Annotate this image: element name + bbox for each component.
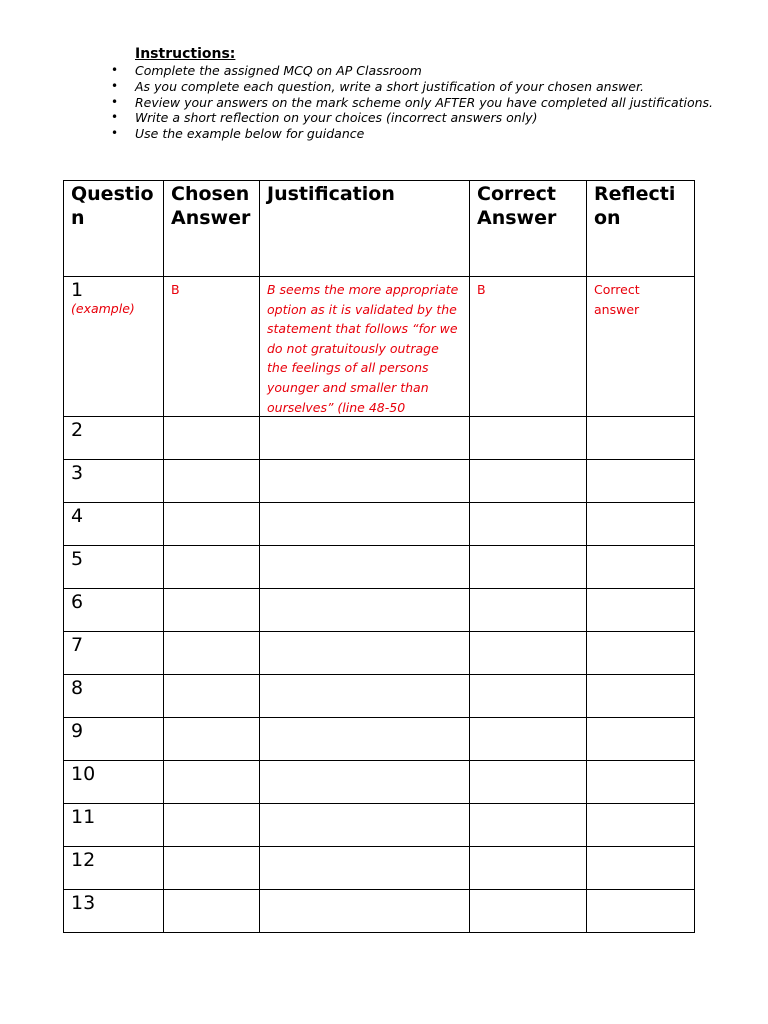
correct-answer-cell[interactable] xyxy=(470,847,587,890)
chosen-answer-cell[interactable] xyxy=(164,632,260,675)
question-number: 6 xyxy=(71,591,84,614)
correct-answer-cell[interactable] xyxy=(470,804,587,847)
question-number: 13 xyxy=(71,892,96,915)
question-number: 3 xyxy=(71,462,84,485)
table-row xyxy=(64,632,695,675)
justification-cell[interactable] xyxy=(260,675,470,718)
table-row xyxy=(64,761,695,804)
justification-cell[interactable] xyxy=(260,589,470,632)
question-cell xyxy=(64,546,164,589)
question-cell xyxy=(64,417,164,460)
chosen-answer-cell[interactable] xyxy=(164,675,260,718)
table-row xyxy=(64,675,695,718)
reflection-cell[interactable] xyxy=(587,546,695,589)
reflection-cell[interactable] xyxy=(587,675,695,718)
example-question-cell xyxy=(64,277,164,417)
table-row xyxy=(64,589,695,632)
chosen-answer-cell[interactable] xyxy=(164,718,260,761)
bullet-icon: • xyxy=(111,63,119,77)
question-cell xyxy=(64,804,164,847)
header-reflection: Reflection xyxy=(587,181,695,277)
instruction-item xyxy=(111,78,735,95)
correct-answer-cell[interactable] xyxy=(470,718,587,761)
instructions-heading: Instructions: xyxy=(135,46,236,62)
instruction-text: Complete the assigned MCQ on AP Classroom xyxy=(135,63,422,78)
table-header-row xyxy=(64,181,695,277)
table-row xyxy=(64,460,695,503)
instruction-text: As you complete each question, write a short justification of your chosen answer. xyxy=(135,78,644,94)
justification-cell[interactable] xyxy=(260,417,470,460)
justification-cell[interactable] xyxy=(260,503,470,546)
reflection-cell[interactable] xyxy=(587,503,695,546)
question-number: 4 xyxy=(71,505,84,528)
justification-cell[interactable] xyxy=(260,460,470,503)
table-row xyxy=(64,718,695,761)
question-number: 7 xyxy=(71,634,84,657)
instruction-text: Write a short reflection on your choices (incorrect answers only) xyxy=(135,110,538,126)
correct-answer-cell[interactable] xyxy=(470,890,587,933)
chosen-answer-cell[interactable] xyxy=(164,761,260,804)
bullet-icon: • xyxy=(111,110,119,125)
justification-cell[interactable] xyxy=(260,632,470,675)
question-cell xyxy=(64,675,164,718)
correct-answer-cell[interactable] xyxy=(470,632,587,675)
reflection-cell[interactable] xyxy=(587,761,695,804)
instruction-item xyxy=(111,126,735,142)
justification-cell[interactable] xyxy=(260,804,470,847)
justification-cell[interactable] xyxy=(260,718,470,761)
justification-cell[interactable] xyxy=(260,847,470,890)
chosen-answer-cell[interactable] xyxy=(164,890,260,933)
table-row xyxy=(64,546,695,589)
reflection-cell[interactable] xyxy=(587,589,695,632)
correct-answer-cell[interactable] xyxy=(470,589,587,632)
table-row xyxy=(64,804,695,847)
chosen-answer-cell[interactable] xyxy=(164,847,260,890)
justification-text: B seems the more appropriate option as it is validated by the statement that follows “for we do not gratuitously outrage the feelings of all persons younger and smaller than ourselves” (line 48-50 xyxy=(267,282,459,415)
example-justification-cell[interactable] xyxy=(260,277,470,417)
question-number: 11 xyxy=(71,806,96,829)
instruction-text: Use the example below for guidance xyxy=(135,126,365,142)
bullet-icon: • xyxy=(111,126,119,141)
question-cell xyxy=(64,761,164,804)
instruction-item xyxy=(111,63,735,79)
bullet-icon: • xyxy=(111,94,119,109)
table-row xyxy=(64,503,695,546)
chosen-answer: B xyxy=(171,282,180,297)
justification-cell[interactable] xyxy=(260,761,470,804)
reflection-cell[interactable] xyxy=(587,847,695,890)
worksheet-table xyxy=(63,180,695,933)
example-correct-cell[interactable] xyxy=(470,277,587,417)
reflection-cell[interactable] xyxy=(587,460,695,503)
header-chosen-answer: Chosen Answer xyxy=(164,181,260,277)
question-cell xyxy=(64,503,164,546)
chosen-answer-cell[interactable] xyxy=(164,546,260,589)
instruction-text: Review your answers on the mark scheme only AFTER you have completed all justifications. xyxy=(135,94,714,110)
header-correct-answer: Correct Answer xyxy=(470,181,587,277)
question-number: 8 xyxy=(71,677,84,700)
correct-answer-cell[interactable] xyxy=(470,675,587,718)
question-number: 9 xyxy=(71,720,84,743)
question-number: 10 xyxy=(71,763,96,786)
question-cell xyxy=(64,589,164,632)
header-justification: Justification xyxy=(260,181,470,277)
correct-answer-cell[interactable] xyxy=(470,761,587,804)
bullet-icon: • xyxy=(111,78,119,93)
question-cell xyxy=(64,847,164,890)
instruction-item xyxy=(111,110,735,126)
question-cell xyxy=(64,718,164,761)
header-question: Question xyxy=(64,181,164,277)
justification-cell[interactable] xyxy=(260,890,470,933)
justification-cell[interactable] xyxy=(260,546,470,589)
correct-answer-cell[interactable] xyxy=(470,417,587,460)
example-row xyxy=(64,277,695,417)
question-cell xyxy=(64,632,164,675)
instruction-item xyxy=(111,94,735,111)
reflection-cell[interactable] xyxy=(587,804,695,847)
chosen-answer-cell[interactable] xyxy=(164,804,260,847)
table-row xyxy=(64,890,695,933)
instruction-list xyxy=(111,63,735,142)
reflection-cell[interactable] xyxy=(587,718,695,761)
reflection-cell[interactable] xyxy=(587,890,695,933)
question-cell xyxy=(64,460,164,503)
question-cell xyxy=(64,890,164,933)
chosen-answer-cell[interactable] xyxy=(164,589,260,632)
chosen-answer-cell[interactable] xyxy=(164,503,260,546)
correct-answer: B xyxy=(477,282,486,297)
table-row xyxy=(64,847,695,890)
reflection-text: Correct answer xyxy=(594,282,640,317)
correct-answer-cell[interactable] xyxy=(470,503,587,546)
example-chosen-cell[interactable] xyxy=(164,277,260,417)
question-number: 12 xyxy=(71,849,96,872)
table-row xyxy=(64,417,695,460)
correct-answer-cell[interactable] xyxy=(470,460,587,503)
reflection-cell[interactable] xyxy=(587,417,695,460)
question-number: 5 xyxy=(71,548,84,571)
correct-answer-cell[interactable] xyxy=(470,546,587,589)
question-number: 1 xyxy=(71,279,84,301)
reflection-cell[interactable] xyxy=(587,632,695,675)
example-reflection-cell[interactable] xyxy=(587,277,695,417)
chosen-answer-cell[interactable] xyxy=(164,417,260,460)
question-number: 2 xyxy=(71,419,84,442)
chosen-answer-cell[interactable] xyxy=(164,460,260,503)
instructions-section xyxy=(111,46,735,142)
example-label: (example) xyxy=(71,301,135,316)
